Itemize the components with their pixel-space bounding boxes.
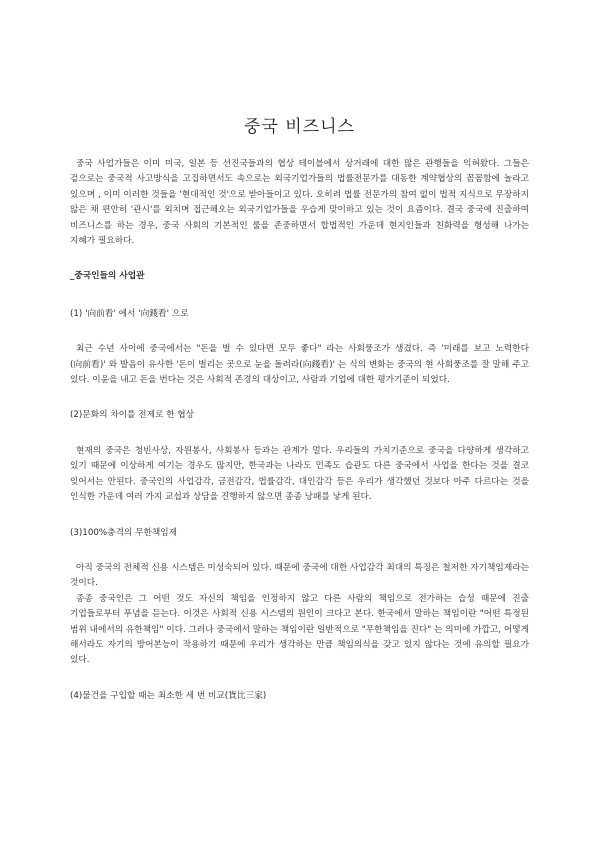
subsection-2-paragraph: 현재의 중국은 청빈사상, 자원봉사, 사회봉사 등과는 관계가 멀다. 우리들의 가치기준으로 중국을 다양하게 생각하고 있기 때문에 이상하게 여기는 경우도 많지만, 한국과는 나라도 민족도 습관도 다른 중국에서 사업을 한다는 것을 결코 잊어서는 안된다. 중국인의 사업감각, 금전감각, 법률감각, 대인감각 등은 우리가 생각했던 것보다 아주 다르다는 것을 인식한 가운데 여러 가지 교섭과 상담을 진행하지 않으면 종종 낭패를 낳게 된다. xyxy=(70,445,529,503)
subsection-3-paragraph-1: 아직 중국의 전체적 신용 시스템은 미성숙되어 있다. 때문에 중국에 대한 사업감각 최대의 특징은 철저한 자기책임제라는 것이다. xyxy=(70,562,529,589)
subsection-heading-4: (4)물건을 구입할 때는 최소한 세 번 비교(貨比三家) xyxy=(70,690,267,701)
subsection-3-paragraph-2: 종종 중국인은 그 어떤 것도 자신의 책임을 인정하지 않고 다른 사람의 책임으로 전가하는 습성 때문에 진출 기업들로부터 푸념을 듣는다. 이것은 사회적 신용 시스템의 원인이 크다고 본다. 한국에서 말하는 책임이란 "어떤 특정된 범위 내에서의 유한책임" 이다. 그러나 중국에서 말하는 책임이란 일반적으로 "무한책임을 진다" 는 의미에 가깝고, 어떻게 해서라도 자기의 방어본능이 작용하기 때문에 우리가 생각하는 만큼 책임의식을 갖고 있지 않다는 것에 유의할 필요가 있다. xyxy=(70,593,529,666)
intro-paragraph: 중국 사업가들은 이미 미국, 일본 등 선진국들과의 협상 테이블에서 상거래에 대한 많은 관행들을 익혀왔다. 그들은 겉으로는 중국적 사고방식을 고집하면서도 속으로는 외국기업가들의 법률전문가를 대동한 계약협상의 꼼꼼함에 놀라고 있으며 , 이미 이러한 것들을 '현대적인 것'으로 받아들이고 있다. 오히려 법률 전문가의 참여 없이 법적 지식으로 무장하지 않은 채 편안히 '관시'를 외치며 접근해오는 외국기업가들을 우습게 맞이하고 있는 것이 요즘이다. 결국 중국에 진출하여 비즈니스를 하는 경우, 중국 사회의 기본적인 룰을 존중하면서 합법적인 가운데 현지인들과 친화력을 형성해 나가는 지혜가 필요하다. xyxy=(70,159,529,247)
section-title: _중국인들의 사업관 xyxy=(70,271,145,282)
subsection-heading-2: (2)문화의 차이를 전제로 한 협상 xyxy=(70,410,195,421)
document-title: 중국 비즈니스 xyxy=(244,117,355,137)
subsection-heading-3: (3)100%충격의 무한책임제 xyxy=(70,527,178,538)
subsection-heading-1: (1) '向前看' 에서 '向錢看' 으로 xyxy=(70,308,189,319)
subsection-1-paragraph: 최근 수년 사이에 중국에서는 "돈을 벌 수 있다면 모두 좋다" 라는 사회풍조가 생겼다. 즉 '미래를 보고 노력한다(向前看)' 와 발음이 유사한 '돈이 벌리는 곳으로 눈을 돌려라(向錢看)' 는 식의 변화는 중국의 현 사회풍조를 잘 말해 주고 있다. 이윤을 내고 돈을 번다는 것은 사회적 존경의 대상이고, 사람과 기업에 대한 평가기준이 되었다. xyxy=(70,344,529,386)
